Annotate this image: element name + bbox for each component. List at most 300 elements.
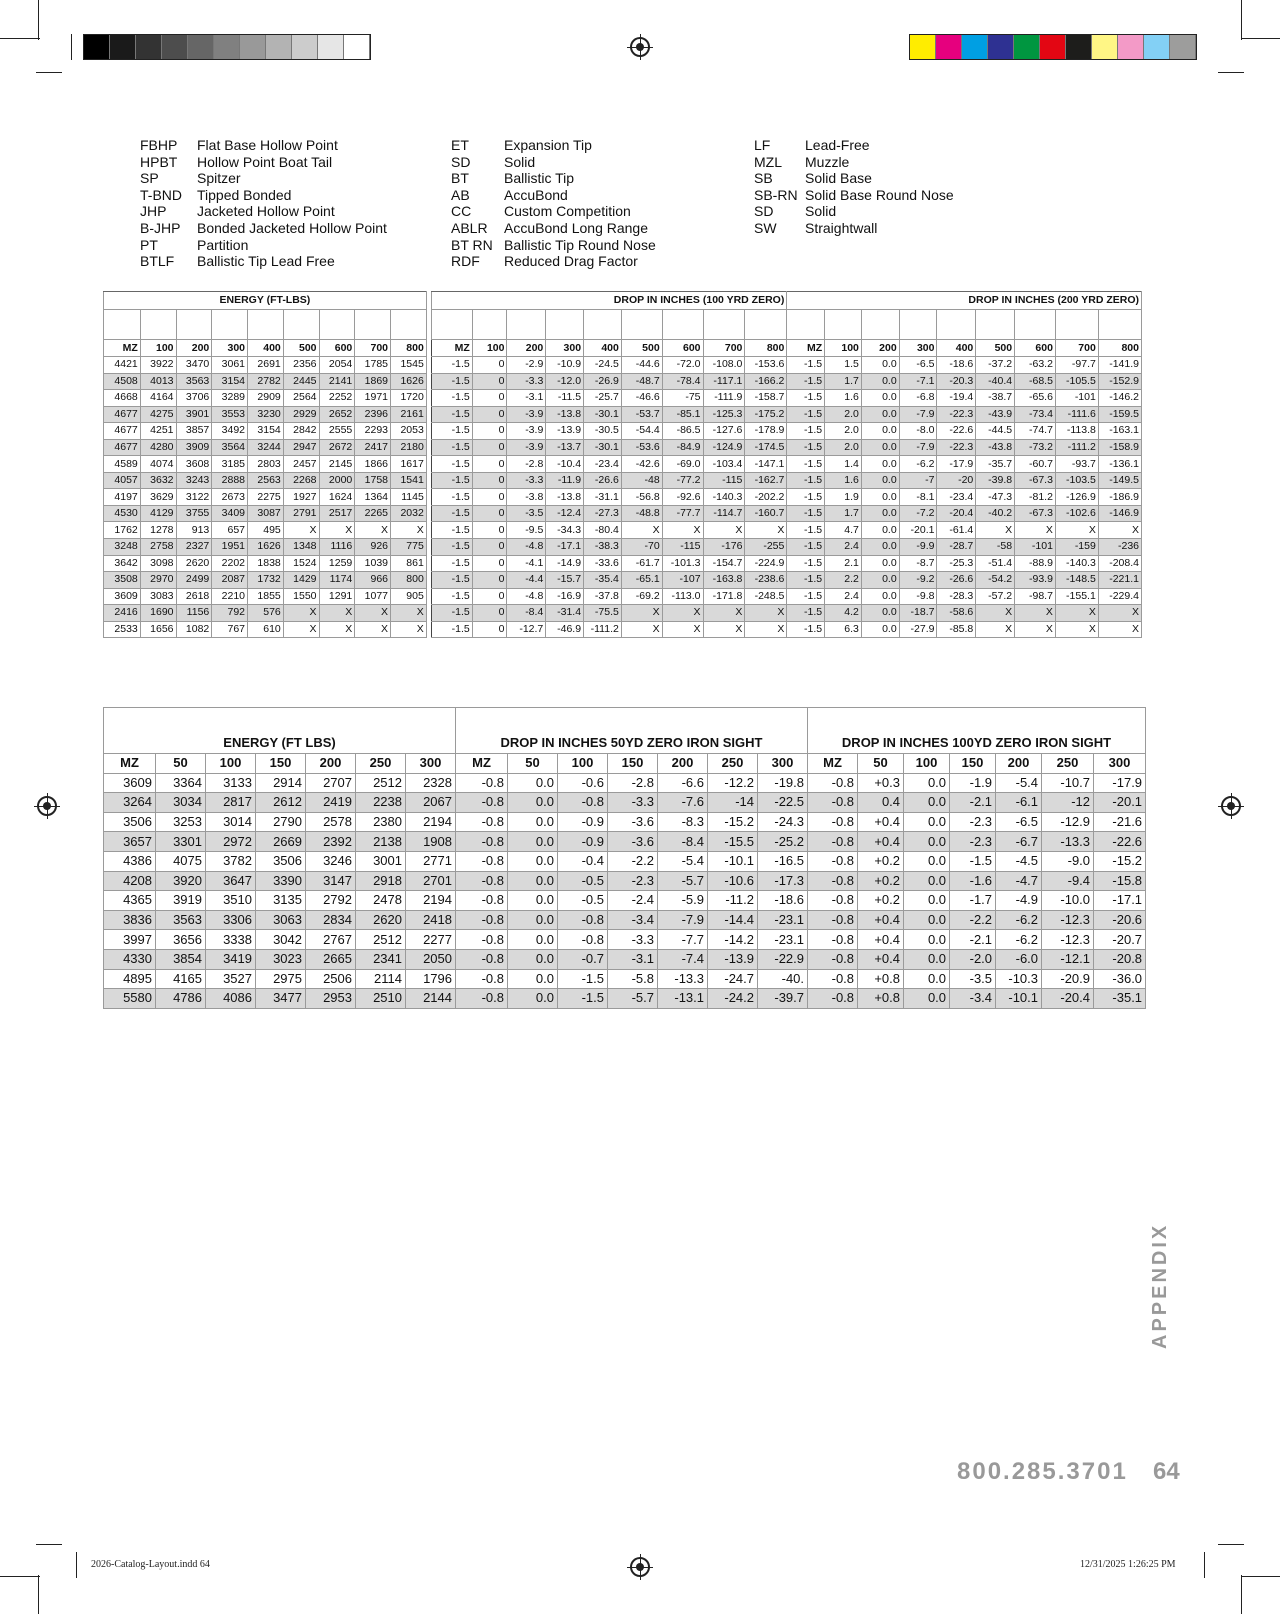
legend-description: Custom Competition: [504, 203, 631, 220]
registration-mark-icon: [1221, 796, 1241, 816]
energy-cell: 3023: [256, 949, 306, 969]
drop-100-cell: 0: [472, 555, 507, 572]
drop-100-cell: -1.5: [431, 621, 472, 638]
drop-50yd-cell: -15.2: [708, 812, 758, 832]
energy-cell: 3338: [206, 930, 256, 950]
drop-100yd-cell: -12.3: [1042, 910, 1094, 930]
column-header: 100: [825, 340, 862, 357]
drop-200-cell: -159.5: [1098, 406, 1141, 423]
drop-100yd-cell: -0.8: [808, 930, 858, 950]
registration-mark-icon: [37, 796, 57, 816]
energy-cell: 1855: [248, 588, 284, 605]
drop-100yd-cell: +0.4: [858, 930, 904, 950]
drop-50yd-cell: -15.5: [708, 832, 758, 852]
legend-code: HPBT: [140, 153, 178, 170]
drop-100-cell: X: [662, 605, 703, 622]
spacer-cell: [745, 310, 787, 340]
drop-100yd-cell: -0.8: [808, 891, 858, 911]
drop-200-cell: 0.0: [861, 406, 899, 423]
drop-100-cell: -14.9: [546, 555, 584, 572]
drop-200-cell: -58: [976, 539, 1015, 556]
drop-200-cell: 2.4: [825, 588, 862, 605]
column-header: 100: [558, 754, 608, 774]
drop-100yd-cell: 0.0: [904, 910, 950, 930]
drop-200-cell: -26.6: [937, 572, 976, 589]
drop-100-cell: X: [703, 621, 745, 638]
drop-200-cell: -22.3: [937, 406, 976, 423]
drop-100-cell: -72.0: [662, 357, 703, 374]
drop-200-cell: -111.6: [1055, 406, 1098, 423]
drop-200-cell: -97.7: [1055, 357, 1098, 374]
drop-200-cell: -20.4: [937, 505, 976, 522]
drop-200-cell: 2.0: [825, 439, 862, 456]
drop-50yd-cell: 0.0: [508, 969, 558, 989]
legend-item: [451, 220, 656, 237]
energy-cell: 2652: [319, 406, 355, 423]
drop-50yd-cell: -3.6: [608, 812, 658, 832]
drop-50yd-cell: -5.7: [658, 871, 708, 891]
drop-100-cell: -16.9: [546, 588, 584, 605]
drop-100-cell: X: [745, 605, 787, 622]
drop-100yd-cell: -2.3: [950, 812, 996, 832]
table-row: [104, 406, 1142, 423]
drop-50yd-cell: -0.5: [558, 871, 608, 891]
column-header: 200: [861, 340, 899, 357]
drop-100yd-cell: +0.4: [858, 910, 904, 930]
drop-50yd-cell: -1.5: [558, 989, 608, 1009]
energy-cell: 2392: [306, 832, 356, 852]
energy-cell: 2929: [283, 406, 319, 423]
group-header: DROP IN INCHES 100YD ZERO IRON SIGHT: [808, 708, 1146, 754]
drop-100-cell: -34.3: [546, 522, 584, 539]
table-row: [104, 390, 1142, 407]
energy-cell: 4197: [104, 489, 141, 506]
drop-50yd-cell: 0.0: [508, 891, 558, 911]
legend-code: AB: [451, 186, 470, 203]
drop-50yd-cell: -0.4: [558, 851, 608, 871]
energy-cell: 4075: [156, 851, 206, 871]
drop-100yd-cell: -12: [1042, 793, 1094, 813]
drop-200-cell: -146.2: [1098, 390, 1141, 407]
drop-200-cell: -67.3: [1015, 505, 1056, 522]
drop-100yd-cell: -3.4: [950, 989, 996, 1009]
energy-cell: 2238: [356, 793, 406, 813]
energy-cell: 2620: [176, 555, 212, 572]
energy-cell: 2328: [406, 773, 456, 793]
legend-code: B-JHP: [140, 219, 181, 236]
energy-cell: 2512: [356, 773, 406, 793]
color-swatch: [1118, 35, 1144, 59]
energy-cell: 1656: [140, 621, 176, 638]
drop-100-cell: -31.1: [584, 489, 622, 506]
drop-200-cell: -20.3: [937, 373, 976, 390]
energy-cell: 3133: [206, 773, 256, 793]
table-row: [104, 588, 1142, 605]
drop-100-cell: -44.6: [621, 357, 662, 374]
legend-description: Solid Base: [805, 170, 872, 187]
spacer-cell: [825, 310, 862, 340]
legend-description: Straightwall: [805, 219, 878, 236]
energy-cell: 4057: [104, 472, 141, 489]
energy-cell: 1869: [355, 373, 391, 390]
energy-cell: 4677: [104, 406, 141, 423]
column-header: MZ: [808, 754, 858, 774]
table-row: [104, 357, 1142, 374]
spacer-cell: [621, 310, 662, 340]
drop-100-cell: -56.8: [621, 489, 662, 506]
drop-100yd-cell: -6.1: [996, 793, 1042, 813]
drop-50yd-cell: 0.0: [508, 812, 558, 832]
drop-100-cell: 0: [472, 357, 507, 374]
drop-100-cell: -46.9: [546, 621, 584, 638]
energy-cell: 2618: [176, 588, 212, 605]
drop-100yd-cell: +0.4: [858, 812, 904, 832]
drop-200-cell: -60.7: [1015, 456, 1056, 473]
registration-mark-icon: [630, 37, 650, 57]
column-header: 400: [584, 340, 622, 357]
energy-cell: 2673: [212, 489, 248, 506]
table-row: [104, 472, 1142, 489]
energy-cell: 2416: [104, 605, 141, 622]
drop-200-cell: -105.5: [1055, 373, 1098, 390]
drop-100yd-cell: -13.3: [1042, 832, 1094, 852]
color-swatch: [1040, 35, 1066, 59]
drop-100yd-cell: -10.0: [1042, 891, 1094, 911]
drop-100-cell: -1.5: [431, 489, 472, 506]
energy-cell: 3629: [140, 489, 176, 506]
energy-cell: 1364: [355, 489, 391, 506]
column-header: 200: [306, 754, 356, 774]
drop-200-cell: -6.5: [899, 357, 937, 374]
drop-50yd-cell: -0.8: [558, 910, 608, 930]
drop-100-cell: -1.5: [431, 555, 472, 572]
drop-100-cell: -69.0: [662, 456, 703, 473]
drop-100-cell: -1.5: [431, 390, 472, 407]
drop-200-cell: -17.9: [937, 456, 976, 473]
drop-200-cell: -51.4: [976, 555, 1015, 572]
drop-200-cell: -65.6: [1015, 390, 1056, 407]
drop-100-cell: -2.9: [507, 357, 546, 374]
drop-200-cell: -40.2: [976, 505, 1015, 522]
drop-200-cell: 0.0: [861, 390, 899, 407]
drop-200-cell: -20: [937, 472, 976, 489]
group-header: DROP IN INCHES 50YD ZERO IRON SIGHT: [456, 708, 808, 754]
drop-200-cell: 0.0: [861, 456, 899, 473]
drop-50yd-cell: -7.9: [658, 910, 708, 930]
spacer-cell: [787, 310, 825, 340]
energy-cell: 2032: [391, 505, 427, 522]
color-swatch: [214, 35, 240, 59]
drop-100yd-cell: -12.1: [1042, 949, 1094, 969]
energy-cell: 2771: [406, 851, 456, 871]
drop-100yd-cell: -15.8: [1094, 871, 1146, 891]
drop-100-cell: -1.5: [431, 522, 472, 539]
drop-200-cell: -1.5: [787, 505, 825, 522]
energy-cell: 4677: [104, 439, 141, 456]
energy-cell: 3061: [212, 357, 248, 374]
energy-header: ENERGY (FT-LBS): [104, 292, 427, 310]
drop-100-cell: 0: [472, 539, 507, 556]
energy-cell: 1971: [355, 390, 391, 407]
file-slug: 2026-Catalog-Layout.indd 64: [91, 1559, 210, 1570]
legend-description: Solid Base Round Nose: [805, 186, 954, 203]
drop-200-cell: -6.8: [899, 390, 937, 407]
energy-cell: 4589: [104, 456, 141, 473]
column-header: MZ: [431, 340, 472, 357]
legend-code: ABLR: [451, 219, 488, 236]
energy-cell: 4365: [104, 891, 156, 911]
energy-cell: X: [355, 522, 391, 539]
drop-100-cell: -3.9: [507, 423, 546, 440]
energy-cell: 3409: [212, 505, 248, 522]
energy-cell: 2053: [391, 423, 427, 440]
column-header-row: [104, 754, 1146, 774]
spacer-cell: [861, 310, 899, 340]
drop-100-cell: -84.9: [662, 439, 703, 456]
drop-100-cell: -1.5: [431, 423, 472, 440]
column-header: MZ: [104, 340, 141, 357]
drop-100-cell: -103.4: [703, 456, 745, 473]
drop-50yd-cell: -14.4: [708, 910, 758, 930]
energy-cell: 3243: [176, 472, 212, 489]
legend-code: SD: [451, 153, 471, 170]
energy-cell: 775: [391, 539, 427, 556]
drop-200-cell: -1.5: [787, 373, 825, 390]
drop-200-cell: -111.2: [1055, 439, 1098, 456]
energy-cell: X: [391, 605, 427, 622]
column-header: 400: [937, 340, 976, 357]
drop-100-cell: -13.8: [546, 489, 584, 506]
drop-200-cell: -146.9: [1098, 505, 1141, 522]
energy-cell: 1145: [391, 489, 427, 506]
column-header: 150: [608, 754, 658, 774]
drop-200-cell: 2.2: [825, 572, 862, 589]
drop-50yd-cell: -7.7: [658, 930, 708, 950]
drop-100-cell: -13.9: [546, 423, 584, 440]
energy-cell: 2417: [355, 439, 391, 456]
color-swatch: [988, 35, 1014, 59]
energy-cell: 2138: [356, 832, 406, 852]
energy-cell: 3083: [140, 588, 176, 605]
drop-100-cell: X: [703, 522, 745, 539]
drop-100-cell: -115: [662, 539, 703, 556]
drop-200-cell: -155.1: [1055, 588, 1098, 605]
column-header: 250: [708, 754, 758, 774]
energy-cell: 2194: [406, 812, 456, 832]
energy-cell: 1732: [248, 572, 284, 589]
drop-200-cell: X: [1015, 621, 1056, 638]
drop-50yd-cell: -2.3: [608, 871, 658, 891]
drop-100-cell: X: [745, 522, 787, 539]
drop-100yd-cell: -35.1: [1094, 989, 1146, 1009]
legend-item: [140, 170, 387, 187]
drop-100-cell: -176: [703, 539, 745, 556]
drop-50yd-cell: -17.3: [758, 871, 808, 891]
energy-cell: 2210: [212, 588, 248, 605]
drop-50yd-cell: -0.8: [456, 773, 508, 793]
drop-200-cell: -229.4: [1098, 588, 1141, 605]
energy-cell: 1626: [248, 539, 284, 556]
drop-100yd-cell: -0.8: [808, 871, 858, 891]
drop-100-cell: X: [662, 621, 703, 638]
drop-200-cell: -38.7: [976, 390, 1015, 407]
drop-100-cell: 0: [472, 456, 507, 473]
spacer-cell: [140, 310, 176, 340]
table-row: [104, 505, 1142, 522]
legend-item: [754, 220, 954, 237]
drop-50yd-cell: 0.0: [508, 930, 558, 950]
spacer-cell: [355, 310, 391, 340]
drop-100yd-cell: 0.0: [904, 949, 950, 969]
drop-50yd-cell: -0.6: [558, 773, 608, 793]
drop-200-cell: -61.4: [937, 522, 976, 539]
table-row: [104, 456, 1142, 473]
drop-100-cell: -4.1: [507, 555, 546, 572]
legend-description: Ballistic Tip Lead Free: [197, 253, 335, 270]
legend-item: [140, 203, 387, 220]
legend-code: BT RN: [451, 236, 493, 253]
drop-200-cell: -7.1: [899, 373, 937, 390]
drop-200-cell: -28.3: [937, 588, 976, 605]
drop-200-cell: 0.0: [861, 555, 899, 572]
energy-cell: 905: [391, 588, 427, 605]
legend-description: Spitzer: [197, 170, 241, 187]
drop-100yd-cell: -20.7: [1094, 930, 1146, 950]
color-swatch: [110, 35, 136, 59]
drop-100yd-cell: -2.2: [950, 910, 996, 930]
drop-100-cell: -30.1: [584, 406, 622, 423]
legend-code: T-BND: [140, 186, 182, 203]
drop-200-cell: -39.8: [976, 472, 1015, 489]
legend-description: Tipped Bonded: [197, 186, 292, 203]
drop-100-cell: -166.2: [745, 373, 787, 390]
table-row: [104, 373, 1142, 390]
drop-100yd-cell: +0.2: [858, 891, 904, 911]
table-header-row: [104, 708, 1146, 754]
drop-200-cell: X: [1098, 522, 1141, 539]
column-header: 50: [858, 754, 904, 774]
drop-200-cell: -28.7: [937, 539, 976, 556]
column-header: 500: [621, 340, 662, 357]
legend-item: [451, 237, 656, 254]
energy-cell: 2000: [319, 472, 355, 489]
column-header: 300: [758, 754, 808, 774]
drop-100-cell: 0: [472, 423, 507, 440]
drop-100-cell: -1.5: [431, 588, 472, 605]
energy-cell: 2665: [306, 949, 356, 969]
drop-100-cell: -13.7: [546, 439, 584, 456]
column-header: 500: [283, 340, 319, 357]
drop-200-cell: -9.2: [899, 572, 937, 589]
column-header: 250: [1042, 754, 1094, 774]
drop-100-cell: -117.1: [703, 373, 745, 390]
energy-cell: 3553: [212, 406, 248, 423]
drop-100-cell: X: [745, 621, 787, 638]
table-row: [104, 949, 1146, 969]
energy-cell: 1077: [355, 588, 391, 605]
drop-100-cell: -1.5: [431, 539, 472, 556]
drop-200-cell: X: [1055, 621, 1098, 638]
legend-item: [140, 237, 387, 254]
drop-100yd-cell: -36.0: [1094, 969, 1146, 989]
drop-100yd-cell: -6.0: [996, 949, 1042, 969]
drop-100yd-cell: 0.0: [904, 773, 950, 793]
legend-item: [451, 154, 656, 171]
drop-100-cell: -48.8: [621, 505, 662, 522]
table-header-row: [104, 292, 1142, 310]
drop-200-cell: -67.3: [1015, 472, 1056, 489]
energy-cell: 3609: [104, 773, 156, 793]
drop-50yd-cell: -19.8: [758, 773, 808, 793]
drop-50yd-cell: -24.2: [708, 989, 758, 1009]
drop-50yd-cell: -3.3: [608, 930, 658, 950]
drop-200-cell: -7.2: [899, 505, 937, 522]
energy-cell: 3087: [248, 505, 284, 522]
energy-cell: 2457: [283, 456, 319, 473]
drop-200-cell: 2.0: [825, 406, 862, 423]
legend-item: [754, 170, 954, 187]
drop-100yd-cell: -4.5: [996, 851, 1042, 871]
drop-100-cell: -13.8: [546, 406, 584, 423]
legend-description: Solid: [504, 153, 536, 170]
drop-100-cell: -111.9: [703, 390, 745, 407]
drop-200-cell: -1.5: [787, 605, 825, 622]
energy-cell: 3527: [206, 969, 256, 989]
drop-100-cell: -35.4: [584, 572, 622, 589]
drop-50yd-cell: -5.9: [658, 891, 708, 911]
column-header: MZ: [104, 754, 156, 774]
drop-200-cell: -88.9: [1015, 555, 1056, 572]
energy-cell: 2277: [406, 930, 456, 950]
color-swatch: [266, 35, 292, 59]
drop-100-cell: -4.8: [507, 588, 546, 605]
energy-cell: 4677: [104, 423, 141, 440]
drop-100-cell: -238.6: [745, 572, 787, 589]
drop-100-cell: -124.9: [703, 439, 745, 456]
page-number: 64: [1153, 1458, 1180, 1485]
drop-200-cell: -1.5: [787, 522, 825, 539]
drop-50yd-cell: -25.2: [758, 832, 808, 852]
drop-100-cell: -3.8: [507, 489, 546, 506]
energy-cell: 2701: [406, 871, 456, 891]
energy-cell: 2268: [283, 472, 319, 489]
column-header: 250: [356, 754, 406, 774]
energy-cell: 2909: [248, 390, 284, 407]
legend-code: CC: [451, 203, 472, 220]
drop-50yd-cell: -0.8: [456, 930, 508, 950]
energy-cell: 3608: [176, 456, 212, 473]
color-swatch: [84, 35, 110, 59]
drop-50yd-cell: -8.4: [658, 832, 708, 852]
drop-50yd-cell: -0.8: [558, 793, 608, 813]
drop-200-cell: 0.0: [861, 439, 899, 456]
drop-100-cell: X: [662, 522, 703, 539]
drop-50yd-cell: -0.8: [456, 910, 508, 930]
drop-100yd-cell: -0.8: [808, 773, 858, 793]
color-swatch: [318, 35, 344, 59]
group-header: ENERGY (FT LBS): [104, 708, 456, 754]
drop-100-cell: -26.6: [584, 472, 622, 489]
energy-cell: 1720: [391, 390, 427, 407]
column-header: MZ: [456, 754, 508, 774]
energy-cell: 3510: [206, 891, 256, 911]
energy-cell: 966: [355, 572, 391, 589]
drop-100-cell: -12.0: [546, 373, 584, 390]
drop-100-cell: -158.7: [745, 390, 787, 407]
energy-cell: 3922: [140, 357, 176, 374]
drop-50yd-cell: -2.2: [608, 851, 658, 871]
drop-200-cell: -22.6: [937, 423, 976, 440]
